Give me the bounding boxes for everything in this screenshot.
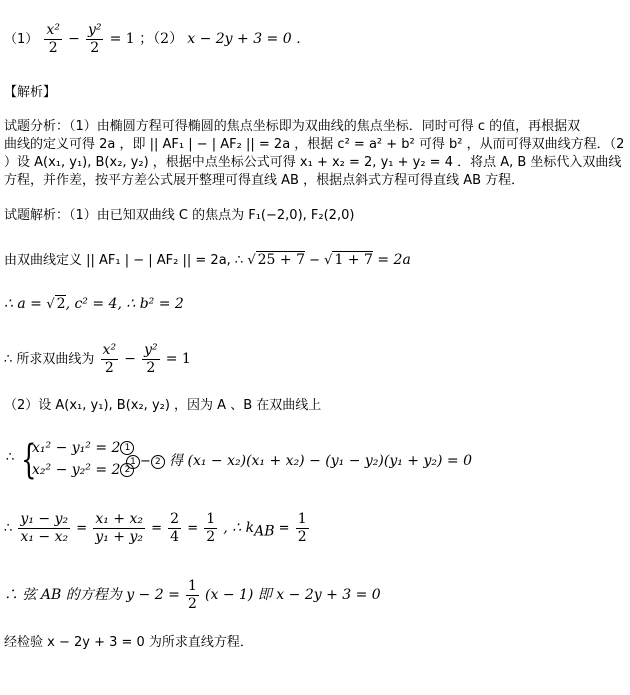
fraction-1-2-c: $\frac{1}{2}$ bbox=[187, 578, 197, 612]
sqrt-25-7: 25 + 7 bbox=[257, 252, 305, 268]
system-eq-1: x₁² − y₁² = 2 1 bbox=[32, 440, 134, 456]
solution-line-5: （2）设 A(x₁, y₁), B(x₂, y₂) ，因为 A 、B 在双曲线上 bbox=[4, 398, 322, 413]
equals-2a: = 2a bbox=[372, 252, 411, 268]
circle-label-2: 2 bbox=[120, 463, 134, 477]
equation-system bbox=[6, 437, 473, 486]
fraction-1-2: $\frac{1}{2}$ bbox=[206, 511, 216, 545]
sqrt-1-7: 1 + 7 bbox=[334, 252, 373, 268]
fraction-x2-2: $\frac{\text{x²}}{2}$ bbox=[102, 342, 117, 376]
sqrt-2: 2 bbox=[56, 296, 66, 312]
a-equals: ∴ a = bbox=[4, 296, 47, 312]
brace: { bbox=[21, 437, 37, 483]
solution-line-7: ∴ $\frac{\text{y₁ − y₂}}{\text{x₁ − x₂}}$ = $\frac{\text{x₁ + x₂}}{\text{y₁ + y₂}}$ = $\frac{2}{4}$ = $\frac{1}{2}$ , ∴ $k_{AB}$ = $\frac{1}{2}$ bbox=[4, 511, 307, 545]
answer-part2: x − 2y + 3 = 0 ． bbox=[187, 31, 311, 47]
answer-fraction-y: $\frac{\text{y²}}{2}$ bbox=[87, 22, 102, 56]
chord-equation-result: (x − 1) 即 x − 2y + 3 = 0 bbox=[205, 587, 381, 603]
solution-line-8 bbox=[4, 578, 381, 613]
c-b-values: , c² = 4, ∴ b² = 2 bbox=[65, 296, 184, 312]
k-ab: , ∴ k bbox=[223, 520, 255, 536]
analysis-line-4: 方程，并作差，按平方差公式展开整理可得直线 AB ，根据点斜式方程可得直线 AB 方程． bbox=[4, 173, 525, 188]
fraction-2-4: $\frac{2}{4}$ bbox=[170, 511, 180, 545]
section-title: 【解析】 bbox=[4, 85, 57, 100]
solution-line-2: 由双曲线定义 || AF₁ | − | AF₂ || = 2a, ∴ √ 25 + 7 − √ 1 + 7 = 2a bbox=[4, 252, 411, 268]
system-result: 1 − 2 得 (x₁ − x₂)(x₁ + x₂) − (y₁ − y₂)(y₁ + y₂) = 0 bbox=[126, 450, 472, 470]
analysis-line-1: 试题分析：（1）由椭圆方程可得椭圆的焦点坐标即为双曲线的焦点坐标．同时可得 c 的值，再根据双 bbox=[4, 119, 581, 134]
fraction-y2-2: $\frac{\text{y²}}{2}$ bbox=[144, 342, 158, 376]
fraction-sum: $\frac{\text{x₁ + x₂}}{\text{y₁ + y₂}}$ bbox=[95, 511, 143, 545]
therefore-sign: ∴ bbox=[6, 450, 15, 465]
solution-line-4: ∴ 所求双曲线为 $\frac{\text{x²}}{2}$ − $\frac{\text{y²}}{2}$ = 1 bbox=[4, 342, 191, 376]
k-subscript: AB bbox=[254, 523, 275, 540]
answer-fraction-x: $\frac{\text{x²}}{2}$ bbox=[46, 22, 60, 56]
fraction-dy-dx: $\frac{\text{y₁ − y₂}}{\text{x₁ − x₂}}$ bbox=[20, 511, 69, 545]
fraction-1-2-b: $\frac{1}{2}$ bbox=[297, 511, 307, 545]
solution-line-9: 经检验 x − 2y + 3 = 0 为所求直线方程． bbox=[4, 635, 253, 650]
analysis-line-3: ）设 A(x₁, y₁), B(x₂, y₂) ，根据中点坐标公式可得 x₁ + x₂ = 2, y₁ + y₂ = 4 ．将点 A, B 坐标代入双曲线 bbox=[4, 155, 622, 170]
solution-line-3: ∴ a = √ 2, c² = 4, ∴ b² = 2 bbox=[4, 296, 184, 312]
answer-part1-tail: = 1 ；（2） bbox=[109, 31, 184, 47]
definition-text: 由双曲线定义 || AF₁ | − | AF₂ || = 2a, ∴ bbox=[4, 253, 248, 268]
chord-equation: ∴ 弦 AB 的方程为 y − 2 = bbox=[4, 587, 180, 603]
hyperbola-text: ∴ 所求双曲线为 bbox=[4, 352, 95, 367]
analysis-line-2: 曲线的定义可得 2a ，即 || AF₁ | − | AF₂ || = 2a ，根据 c² = a² + b² 可得 b² ，从而可得双曲线方程．（2 bbox=[4, 137, 625, 152]
therefore-sign-2: ∴ bbox=[4, 521, 13, 536]
solution-line-1: 试题解析：（1）由已知双曲线 C 的焦点为 F₁(−2,0), F₂(2,0) bbox=[4, 208, 355, 223]
equals-one: = 1 bbox=[165, 351, 191, 367]
circle-label-1: 1 bbox=[120, 441, 134, 455]
minus-sign: − bbox=[304, 253, 325, 268]
answer-line: （1） $\frac{\text{x²}}{2}$ − $\frac{\text{y²}}{2}$ = 1 ；（2） x − 2y + 3 = 0 ． bbox=[4, 22, 311, 56]
answer-part1-label: （1） bbox=[4, 32, 39, 47]
system-eq-2: x₂² − y₂² = 2 2 bbox=[32, 462, 134, 478]
